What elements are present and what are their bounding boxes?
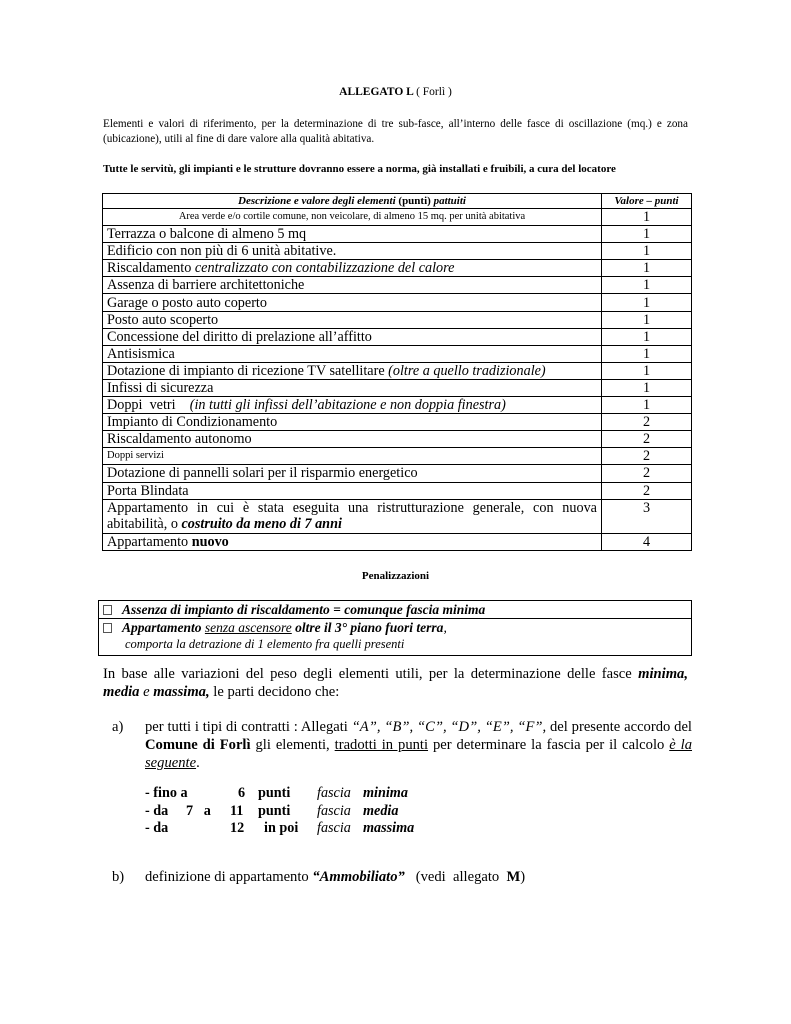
row-desc: Garage o posto auto coperto bbox=[103, 294, 602, 311]
row-desc: Porta Blindata bbox=[103, 482, 602, 499]
header-value: Valore – punti bbox=[602, 194, 692, 209]
row-desc: Dotazione di pannelli solari per il risparmio energetico bbox=[103, 465, 602, 482]
penalty-row: Assenza di impianto di riscaldamento = comunque fascia minima bbox=[99, 601, 691, 619]
title-place: ( Forlì ) bbox=[416, 86, 452, 98]
table-row bbox=[103, 448, 692, 465]
fascia-row: - da 7 a 11 punti fascia media bbox=[145, 802, 399, 819]
row-desc: Terrazza o balcone di almeno 5 mq bbox=[103, 226, 602, 243]
row-value: 1 bbox=[602, 226, 692, 243]
row-value: 1 bbox=[602, 362, 692, 379]
table-row bbox=[103, 328, 692, 345]
row-value: 1 bbox=[602, 311, 692, 328]
row-desc: Appartamento nuovo bbox=[103, 533, 602, 550]
row-desc: Appartamento in cui è stata eseguita una ristrutturazione generale, con nuova abitabilità, o costruito da meno di 7 anni bbox=[103, 499, 602, 533]
elements-table bbox=[102, 193, 692, 551]
row-desc: Riscaldamento autonomo bbox=[103, 431, 602, 448]
row-value: 2 bbox=[602, 465, 692, 482]
row-value: 1 bbox=[602, 379, 692, 396]
checkbox-icon bbox=[103, 605, 112, 615]
row-value: 2 bbox=[602, 414, 692, 431]
table-row bbox=[103, 311, 692, 328]
table-row bbox=[103, 345, 692, 362]
row-desc: Area verde e/o cortile comune, non veicolare, di almeno 15 mq. per unità abitativa bbox=[103, 209, 602, 226]
table-row bbox=[103, 379, 692, 396]
intro-paragraph: Elementi e valori di riferimento, per la determinazione di tre sub-fasce, all’interno delle fasce di oscillazione (mq.) e zona (ubicazione), utili al fine di dare valore alla qualità abitativa. bbox=[103, 118, 688, 145]
fasce-list bbox=[145, 785, 445, 838]
table-row bbox=[103, 499, 692, 533]
row-desc: Assenza di barriere architettoniche bbox=[103, 277, 602, 294]
table-row bbox=[103, 226, 692, 243]
row-desc: Impianto di Condizionamento bbox=[103, 414, 602, 431]
item-b-label: b) bbox=[112, 869, 125, 885]
fascia-row: - da 12 in poi fascia massima bbox=[145, 820, 415, 836]
item-a-label: a) bbox=[112, 719, 124, 735]
table-row bbox=[103, 414, 692, 431]
table-row bbox=[103, 397, 692, 414]
item-a bbox=[112, 718, 692, 772]
table-row bbox=[103, 209, 692, 226]
row-value: 4 bbox=[602, 533, 692, 550]
row-desc: Dotazione di impianto di ricezione TV satellitare (oltre a quello tradizionale) bbox=[103, 362, 602, 379]
table-row bbox=[103, 277, 692, 294]
table-header bbox=[103, 194, 692, 209]
table-row bbox=[103, 431, 692, 448]
row-value: 1 bbox=[602, 260, 692, 277]
table-row bbox=[103, 260, 692, 277]
table-row bbox=[103, 533, 692, 550]
row-desc: Posto auto scoperto bbox=[103, 311, 602, 328]
table-row bbox=[103, 294, 692, 311]
penalty-note: comporta la detrazione di 1 elemento fra quelli presenti bbox=[125, 637, 405, 651]
row-value: 2 bbox=[602, 431, 692, 448]
row-value: 2 bbox=[602, 448, 692, 465]
row-value: 1 bbox=[602, 277, 692, 294]
row-value: 2 bbox=[602, 482, 692, 499]
title-main: ALLEGATO L bbox=[339, 86, 414, 98]
penalties-box bbox=[98, 600, 692, 656]
row-value: 1 bbox=[602, 345, 692, 362]
row-value: 3 bbox=[602, 499, 692, 533]
rule-statement: Tutte le servitù, gli impianti e le strutture dovranno essere a norma, già installati e fruibili, a cura del locatore bbox=[103, 163, 616, 175]
row-desc: Concessione del diritto di prelazione all’affitto bbox=[103, 328, 602, 345]
row-desc: Antisismica bbox=[103, 345, 602, 362]
row-value: 1 bbox=[602, 294, 692, 311]
fascia-row: - fino a 6 punti fascia minima bbox=[145, 785, 408, 801]
checkbox-icon bbox=[103, 623, 112, 633]
row-desc: Infissi di sicurezza bbox=[103, 379, 602, 396]
base-paragraph: In base alle variazioni del peso degli elementi utili, per la determinazione delle fasce minima, media e massima, le parti decidono che: bbox=[103, 666, 688, 700]
row-desc: Doppi servizi bbox=[103, 448, 602, 465]
table-row bbox=[103, 243, 692, 260]
table-row bbox=[103, 482, 692, 499]
penalty-row: Appartamento senza ascensore oltre il 3° piano fuori terra, comporta la detrazione di 1 elemento fra quelli presenti bbox=[99, 619, 691, 655]
row-desc: Doppi vetri (in tutti gli infissi dell’abitazione e non doppia finestra) bbox=[103, 397, 602, 414]
table-row bbox=[103, 362, 692, 379]
row-desc: Riscaldamento centralizzato con contabilizzazione del calore bbox=[103, 260, 602, 277]
row-value: 1 bbox=[602, 243, 692, 260]
row-desc: Edificio con non più di 6 unità abitative. bbox=[103, 243, 602, 260]
row-value: 1 bbox=[602, 328, 692, 345]
penalties-title: Penalizzazioni bbox=[361, 570, 430, 582]
table-row bbox=[103, 465, 692, 482]
header-description: Descrizione e valore degli elementi (punti) pattuiti bbox=[103, 194, 602, 209]
row-value: 1 bbox=[602, 209, 692, 226]
document-title bbox=[0, 86, 791, 98]
item-b-text: definizione di appartamento “Ammobiliato” (vedi allegato M) bbox=[145, 869, 526, 885]
row-value: 1 bbox=[602, 397, 692, 414]
item-b bbox=[112, 868, 525, 886]
item-a-text: per tutti i tipi di contratti : Allegati “A”, “B”, “C”, “D”, “E”, “F”, del presente accordo del Comune di Forlì gli elementi, tradotti in punti per determinare la fascia per il calcolo è la seguente. bbox=[145, 719, 693, 771]
